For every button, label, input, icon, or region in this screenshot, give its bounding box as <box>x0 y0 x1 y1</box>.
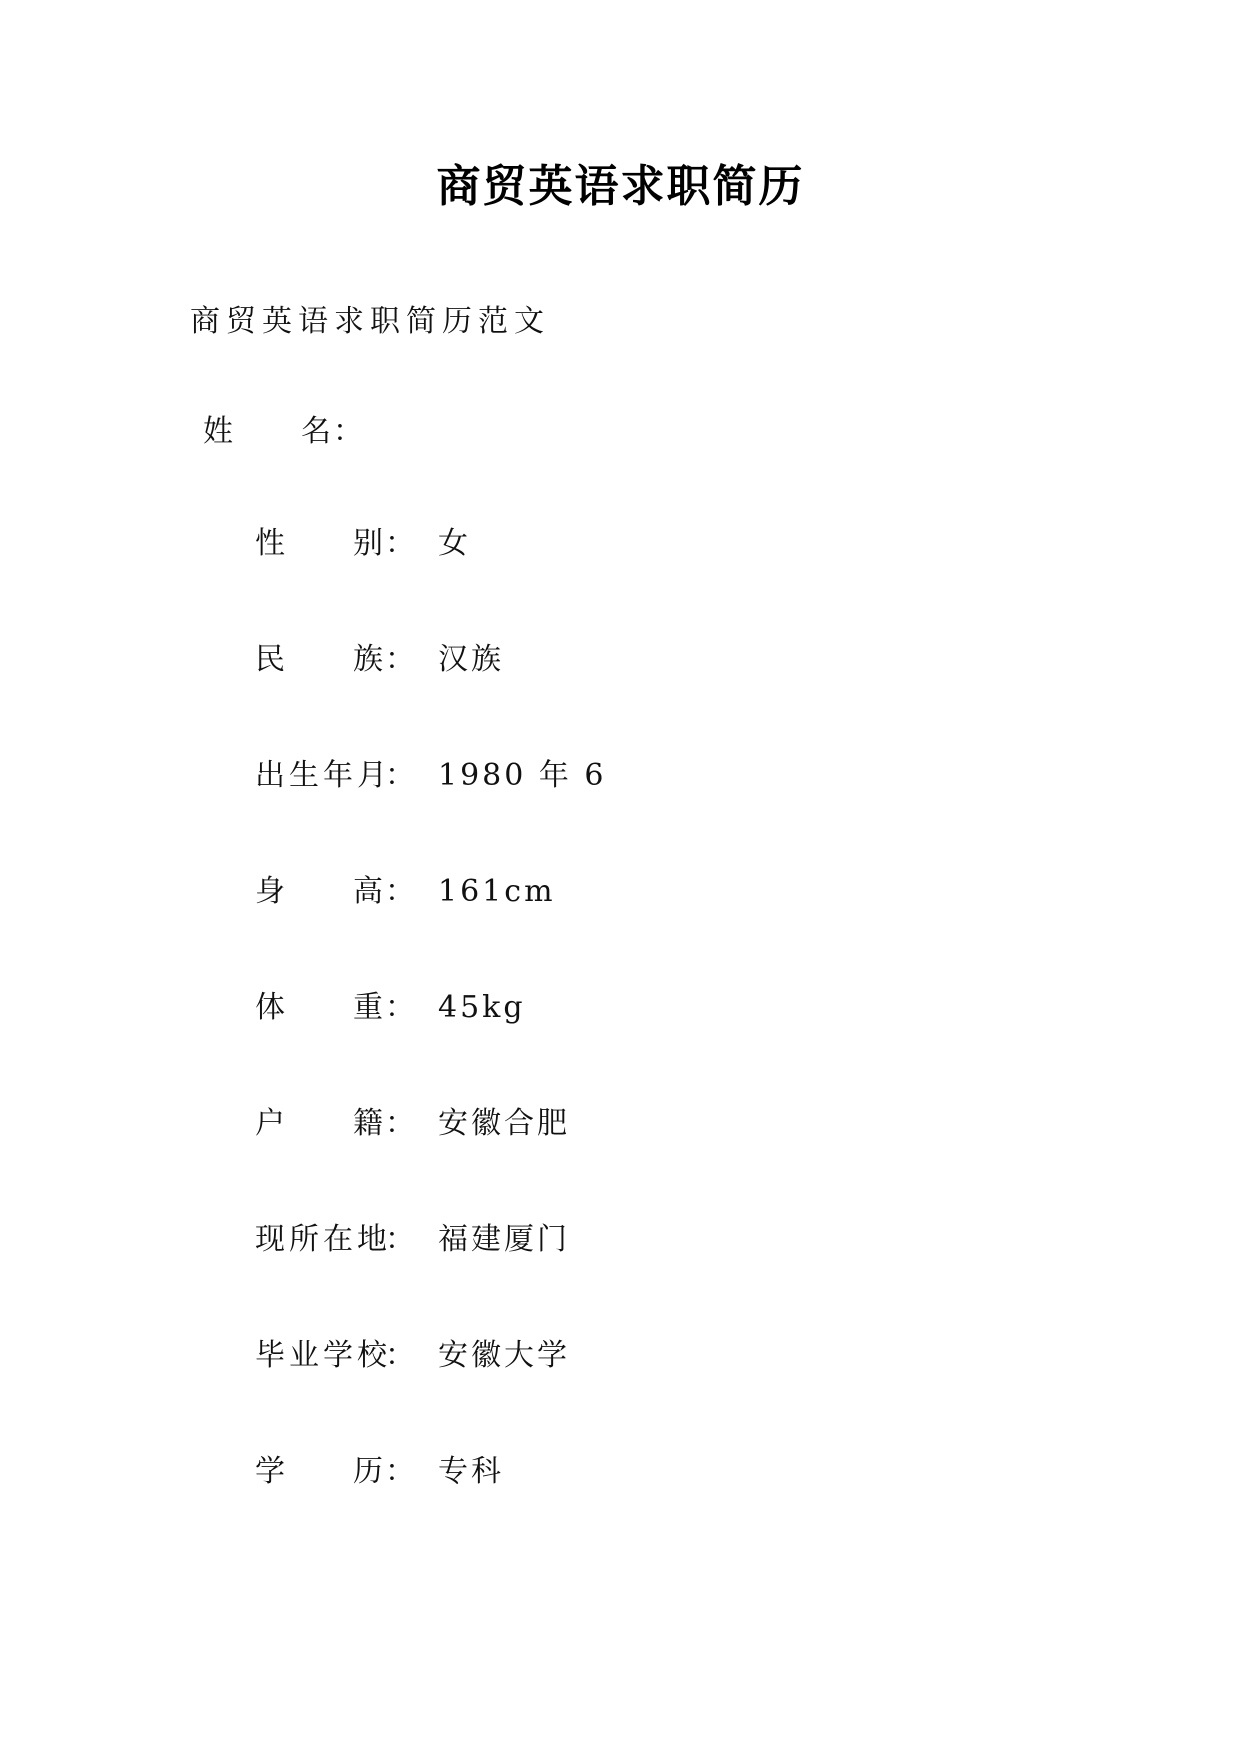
field-value-gender: 女 <box>438 526 471 561</box>
field-colon: ： <box>385 1222 415 1257</box>
field-colon: ： <box>385 1454 415 1489</box>
field-value-current-location: 福建厦门 <box>438 1222 570 1257</box>
field-label-second: 族 <box>353 642 383 677</box>
field-label-first: 民 <box>255 642 285 677</box>
field-label-name-second: 名 <box>301 414 331 449</box>
field-label-first: 体 <box>255 990 285 1025</box>
field-colon: ： <box>385 526 415 561</box>
field-colon: ： <box>385 758 415 793</box>
field-label-second: 籍 <box>353 1106 383 1141</box>
field-label-second: 别 <box>353 526 383 561</box>
field-label: 出生年月 <box>255 758 391 793</box>
field-colon: ： <box>333 414 363 449</box>
field-value-weight: 45kg <box>438 990 526 1025</box>
field-value-birthdate: 1980 年 6 <box>438 758 607 793</box>
field-colon: ： <box>385 1106 415 1141</box>
field-value-hukou: 安徽合肥 <box>438 1106 570 1141</box>
field-label-first: 学 <box>255 1454 285 1489</box>
field-value-ethnicity: 汉族 <box>438 642 504 677</box>
field-value-height: 161cm <box>438 874 556 909</box>
document-subtitle: 商贸英语求职简历范文 <box>190 304 550 339</box>
field-value-education: 专科 <box>438 1454 504 1489</box>
field-label-second: 高 <box>353 874 383 909</box>
field-value-school: 安徽大学 <box>438 1338 570 1373</box>
field-label-first: 身 <box>255 874 285 909</box>
field-colon: ： <box>385 642 415 677</box>
document-title: 商贸英语求职简历 <box>436 161 805 212</box>
field-label: 毕业学校 <box>255 1338 391 1373</box>
field-colon: ： <box>385 874 415 909</box>
field-label-second: 历 <box>353 1454 383 1489</box>
field-label-first: 户 <box>255 1106 285 1141</box>
field-label-second: 重 <box>353 990 383 1025</box>
field-colon: ： <box>385 990 415 1025</box>
field-label-name-first: 姓 <box>203 414 233 449</box>
field-label-first: 性 <box>255 526 285 561</box>
field-label: 现所在地 <box>255 1222 391 1257</box>
field-colon: ： <box>385 1338 415 1373</box>
